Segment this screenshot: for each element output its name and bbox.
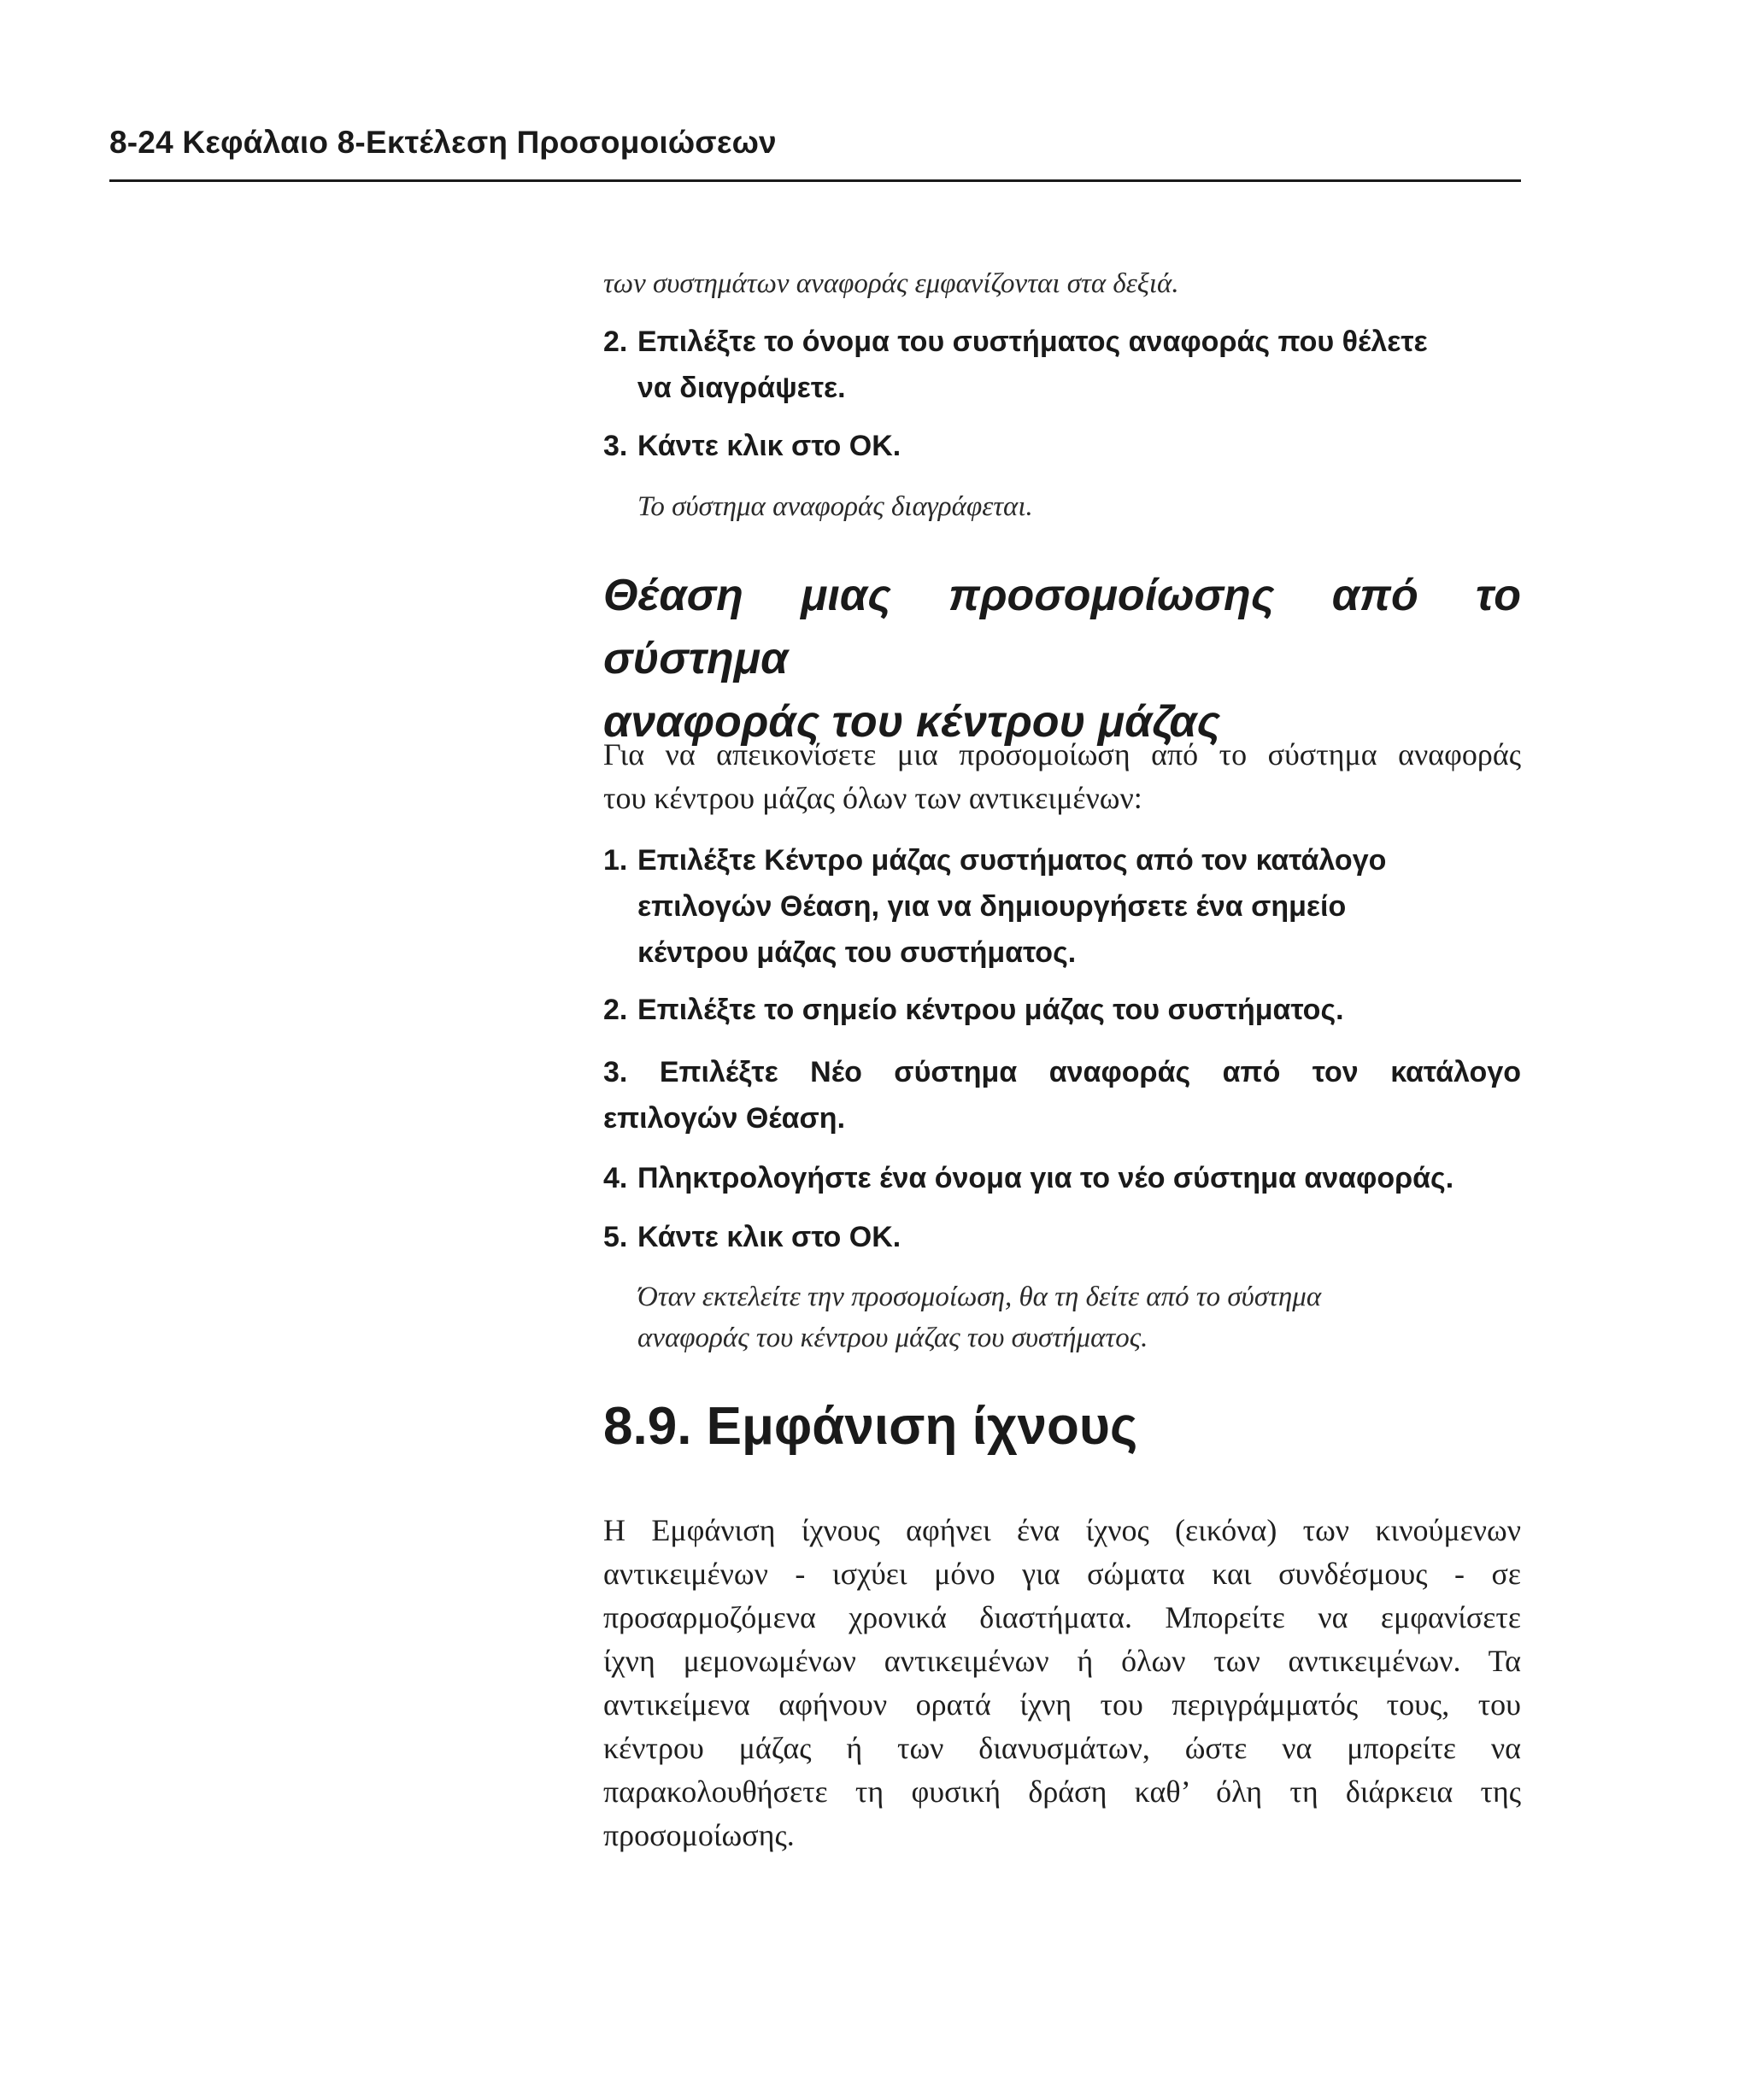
paragraph-line: προσαρμοζόμενα χρονικά διαστήματα. Μπορείτε να εμφανίσετε — [603, 1600, 1521, 1634]
delete-step-3 — [603, 423, 1521, 469]
paragraph-line: προσομοίωσης. — [603, 1818, 795, 1852]
step-text-line: Επιλέξτε το σημείο κέντρου μάζας του συστήματος. — [637, 994, 1344, 1026]
com-step-1 — [603, 837, 1521, 976]
step-number: 5. — [603, 1221, 628, 1253]
paragraph-line: αντικειμένων - ισχύει μόνο για σώματα και συνδέσμους - σε — [603, 1557, 1521, 1591]
com-step-3 — [603, 1049, 1521, 1141]
step-number: 3. — [603, 430, 628, 462]
result-line: Όταν εκτελείτε την προσομοίωση, θα τη δείτε από το σύστημα — [637, 1282, 1322, 1312]
subheading — [603, 564, 1521, 754]
intro-paragraph — [603, 733, 1521, 820]
step-number: 3. — [603, 1056, 628, 1088]
step-text-line: Κάντε κλικ στο ΟΚ. — [637, 1221, 901, 1253]
paragraph-line: κέντρου μάζας ή των διανυσμάτων, ώστε να μπορείτε να — [603, 1731, 1521, 1765]
result-line: αναφοράς του κέντρου μάζας του συστήματος. — [637, 1323, 1148, 1353]
intro-note: των συστημάτων αναφοράς εμφανίζονται στα δεξιά. — [603, 268, 1179, 299]
paragraph-line: Για να απεικονίσετε μια προσομοίωση από το σύστημα αναφοράς — [603, 737, 1521, 771]
step-number: 2. — [603, 994, 628, 1026]
step-first-line — [603, 1049, 1521, 1095]
paragraph-line: παρακολουθήσετε τη φυσική δράση καθ’ όλη τη διάρκεια της — [603, 1774, 1521, 1809]
subheading-line: αναφοράς του κέντρου μάζας — [603, 697, 1221, 747]
step-text-line: να διαγράψετε. — [637, 372, 846, 404]
step-number: 4. — [603, 1162, 628, 1194]
com-step-4 — [603, 1155, 1521, 1201]
step-text-line: Επιλέξτε Κέντρο μάζας συστήματος από τον κατάλογο — [637, 844, 1387, 877]
running-head: 8-24 Κεφάλαιο 8-Εκτέλεση Προσομοιώσεων — [109, 125, 777, 160]
step-text-line: Κάντε κλικ στο ΟΚ. — [637, 430, 901, 462]
step-text-line: επιλογών Θέαση. — [603, 1102, 846, 1135]
com-step-5 — [603, 1214, 1521, 1260]
com-result — [603, 1276, 1555, 1358]
step-number: 2. — [603, 326, 628, 358]
delete-result: Το σύστημα αναφοράς διαγράφεται. — [637, 491, 1033, 522]
section-heading: 8.9. Εμφάνιση ίχνους — [603, 1397, 1138, 1456]
step-text-line: Επιλέξτε το όνομα του συστήματος αναφοράς που θέλετε — [637, 326, 1428, 358]
delete-step-2 — [603, 319, 1521, 411]
paragraph-line: Η Εμφάνιση ίχνους αφήνει ένα ίχνος (εικόνα) των κινούμενων — [603, 1513, 1521, 1547]
step-text-line: Πληκτρολογήστε ένα όνομα για το νέο σύστημα αναφοράς. — [637, 1162, 1454, 1194]
paragraph-line: αντικείμενα αφήνουν ορατά ίχνη του περιγράμματός τους, του — [603, 1687, 1521, 1722]
trace-paragraph — [603, 1509, 1521, 1857]
paragraph-line: του κέντρου μάζας όλων των αντικειμένων: — [603, 781, 1142, 815]
step-text-line: επιλογών Θέαση, για να δημιουργήσετε ένα σημείο — [637, 890, 1347, 923]
header-rule — [109, 179, 1521, 182]
paragraph-line: ίχνη μεμονωμένων αντικειμένων ή όλων των αντικειμένων. Τα — [603, 1644, 1521, 1678]
step-number: 1. — [603, 844, 628, 877]
step-text-line: Επιλέξτε Νέο σύστημα αναφοράς από τον κατάλογο — [659, 1056, 1521, 1088]
step-text-line: κέντρου μάζας του συστήματος. — [637, 936, 1077, 969]
subheading-line: Θέαση μιας προσομοίωσης από το σύστημα — [603, 571, 1521, 683]
com-step-2 — [603, 987, 1521, 1033]
